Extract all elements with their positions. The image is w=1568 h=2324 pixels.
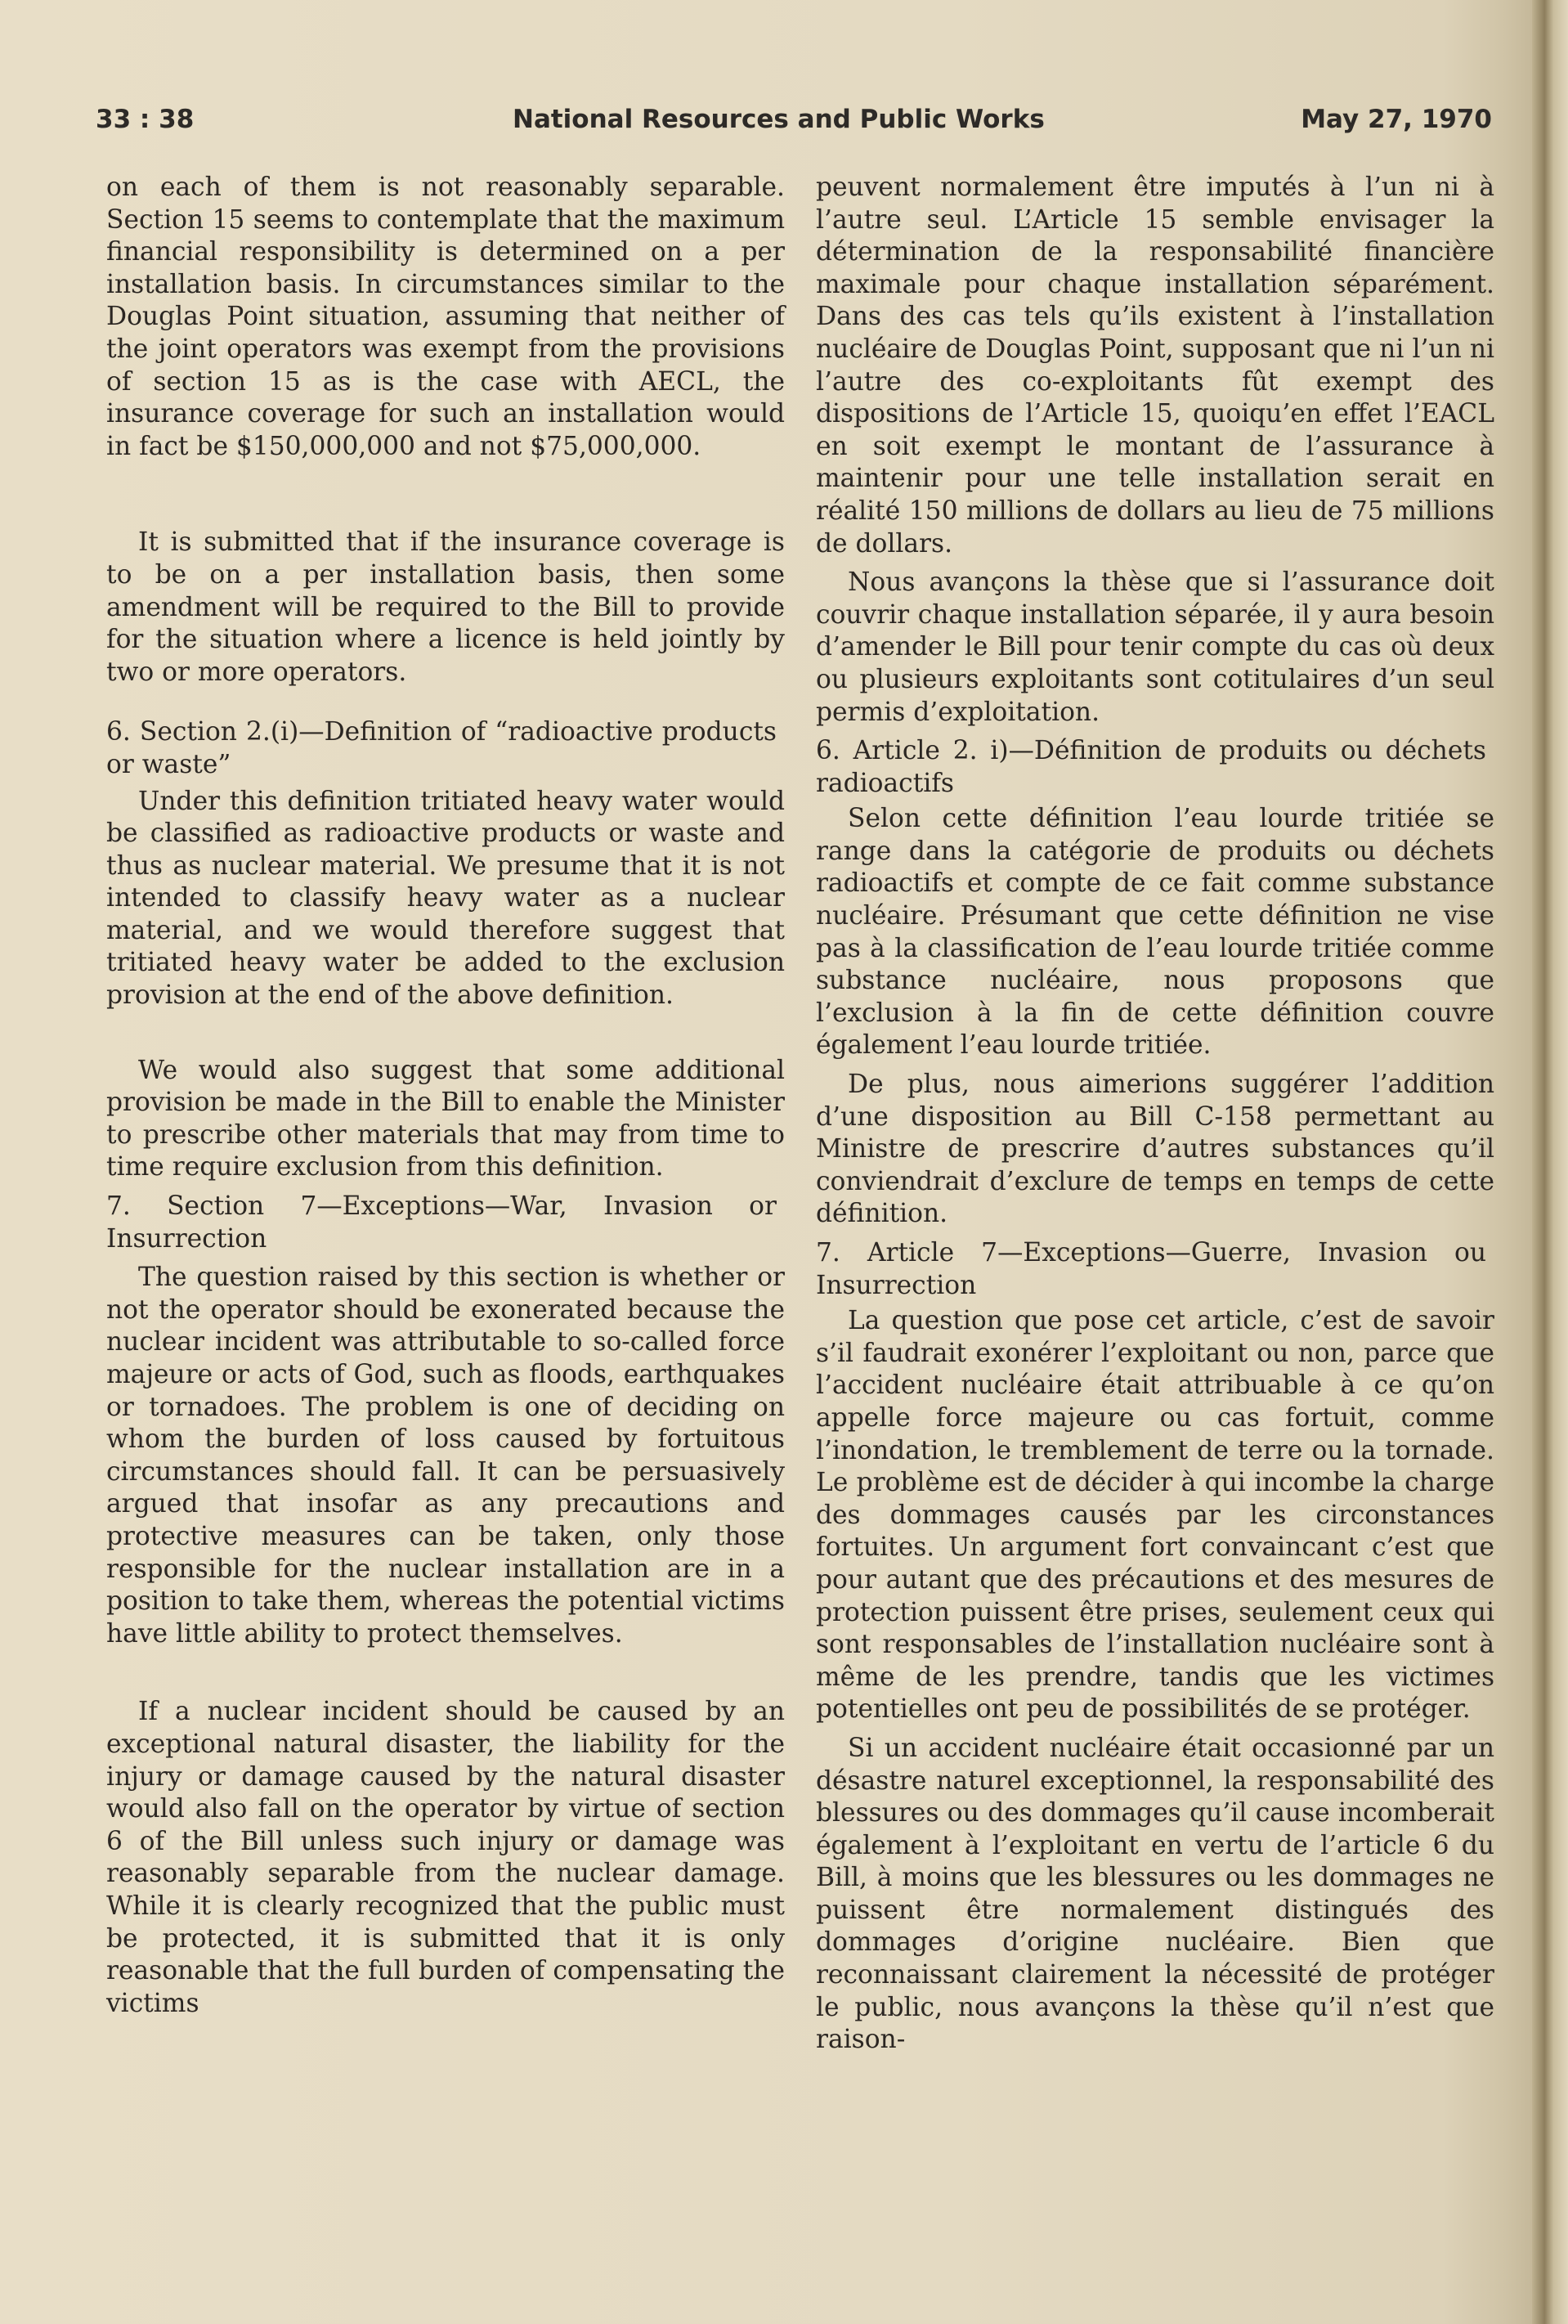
section-heading: 7. Article 7—Exceptions—Guerre, Invasion ou Insurrection bbox=[816, 1238, 1486, 1300]
paragraph: Selon cette définition l’eau lourde tritiée se range dans la catégorie de produits ou déchets radioactifs et compte de ce fait comme substance nucléaire. Présumant que cette définition ne vise pas à la classification de l’eau lourde tritiée comme substance nucléaire, nous proposons que l’exclusion à la fin de cette définition couvre également l’eau lourde tritiée. bbox=[816, 804, 1494, 1061]
paragraph: Si un accident nucléaire était occasionné par un désastre naturel exceptionnel, la responsabilité des blessures ou des dommages qu’il cause incomberait également à l’exploitant en vertu de l’article 6 du Bill, à moins que les blessures ou les dommages ne puissent être normalement distingués des dommages d’origine nucléaire. Bien que reconnaissant clairement la nécessité de protéger le public, nous avançons la thèse qu’il n’est que raison- bbox=[816, 1733, 1494, 2055]
section-heading: 6. Section 2.(i)—Definition of “radioactive products or waste” bbox=[106, 717, 777, 779]
publication-title: National Resources and Public Works bbox=[513, 105, 1045, 134]
paragraph: La question que pose cet article, c’est de savoir s’il faudrait exonérer l’exploitant ou non, parce que l’accident nucléaire était attribuable à ce qu’on appelle force majeure ou cas fortuit, comme l’inondation, le tremblement de terre ou la tornade. Le problème est de décider à qui incombe la charge des dommages causés par les circonstances fortuites. Un argument fort convaincant c’est que pour autant que des précautions et des mesures de protection puissent être prises, seulement ceux qui sont responsables de l’installation nucléaire sont à même de les prendre, tandis que les victimes potentielles ont peu de possibilités de se protéger. bbox=[816, 1306, 1494, 1725]
running-header bbox=[96, 105, 1492, 146]
paragraph: peuvent normalement être imputés à l’un ni à l’autre seul. L’Article 15 semble envisager la détermination de la responsabilité financière maximale pour chaque installation séparément. Dans des cas tels qu’ils existent à l’installation nucléaire de Douglas Point, supposant que ni l’un ni l’autre des co-exploitants fût exempt des dispositions de l’Article 15, quoiqu’en effet l’EACL en soit exempt le montant de l’assurance à maintenir pour une telle installation serait en réalité 150 millions de dollars au lieu de 75 millions de dollars. bbox=[816, 173, 1494, 559]
french-column bbox=[816, 172, 1494, 2057]
paragraph: Under this definition tritiated heavy water would be classified as radioactive products or waste and thus as nuclear material. We presume that it is not intended to classify heavy water as a nuclear material, and we would therefore suggest that tritiated heavy water be added to the exclusion provision at the end of the above definition. bbox=[106, 786, 785, 1011]
english-column bbox=[106, 172, 785, 2020]
page-number: 33 : 38 bbox=[96, 105, 195, 134]
paragraph: on each of them is not reasonably separable. Section 15 seems to contemplate that the maximum financial responsibility is determined on a per installation basis. In circumstances similar to the Douglas Point situation, assuming that neither of the joint operators was exempt from the provisions of section 15 as is the case with AECL, the insurance coverage for such an installation would in fact be $150,000,000 and not $75,000,000. bbox=[106, 173, 785, 461]
paragraph: Nous avançons la thèse que si l’assurance doit couvrir chaque installation séparée, il y aura besoin d’amender le Bill pour tenir compte du cas où deux ou plusieurs exploitants sont cotitulaires d’un seul permis d’exploitation. bbox=[816, 568, 1494, 727]
paragraph: We would also suggest that some additional provision be made in the Bill to enable the Minister to prescribe other materials that may from time to time require exclusion from this definition. bbox=[106, 1055, 785, 1182]
issue-date: May 27, 1970 bbox=[1301, 105, 1492, 134]
section-heading: 6. Article 2. i)—Définition de produits ou déchets radioactifs bbox=[816, 736, 1486, 798]
binding-edge bbox=[1532, 0, 1568, 2324]
paragraph: The question raised by this section is whether or not the operator should be exonerated because the nuclear incident was attributable to so-called force majeure or acts of God, such as floods, earthquakes or tornadoes. The problem is one of deciding on whom the burden of loss caused by fortuitous circumstances should fall. It can be persuasively argued that insofar as any precautions and protective measures can be taken, only those responsible for the nuclear installation are in a position to take them, whereas the potential victims have little ability to protect themselves. bbox=[106, 1263, 785, 1649]
paragraph: De plus, nous aimerions suggérer l’addition d’une disposition au Bill C-158 permettant au Ministre de prescrire d’autres substances qu’il conviendrait d’exclure de temps en temps de cette définition. bbox=[816, 1070, 1494, 1229]
section-heading: 7. Section 7—Exceptions—War, Invasion or Insurrection bbox=[106, 1191, 777, 1254]
paragraph: It is submitted that if the insurance coverage is to be on a per installation basis, then some amendment will be required to the Bill to provide for the situation where a licence is held jointly by two or more operators. bbox=[106, 527, 785, 687]
paragraph: If a nuclear incident should be caused by an exceptional natural disaster, the liability for the injury or damage caused by the natural disaster would also fall on the operator by virtue of section 6 of the Bill unless such injury or damage was reasonably separable from the nuclear damage. While it is clearly recognized that the public must be protected, it is submitted that it is only reasonable that the full burden of compensating the victims bbox=[106, 1697, 785, 2018]
